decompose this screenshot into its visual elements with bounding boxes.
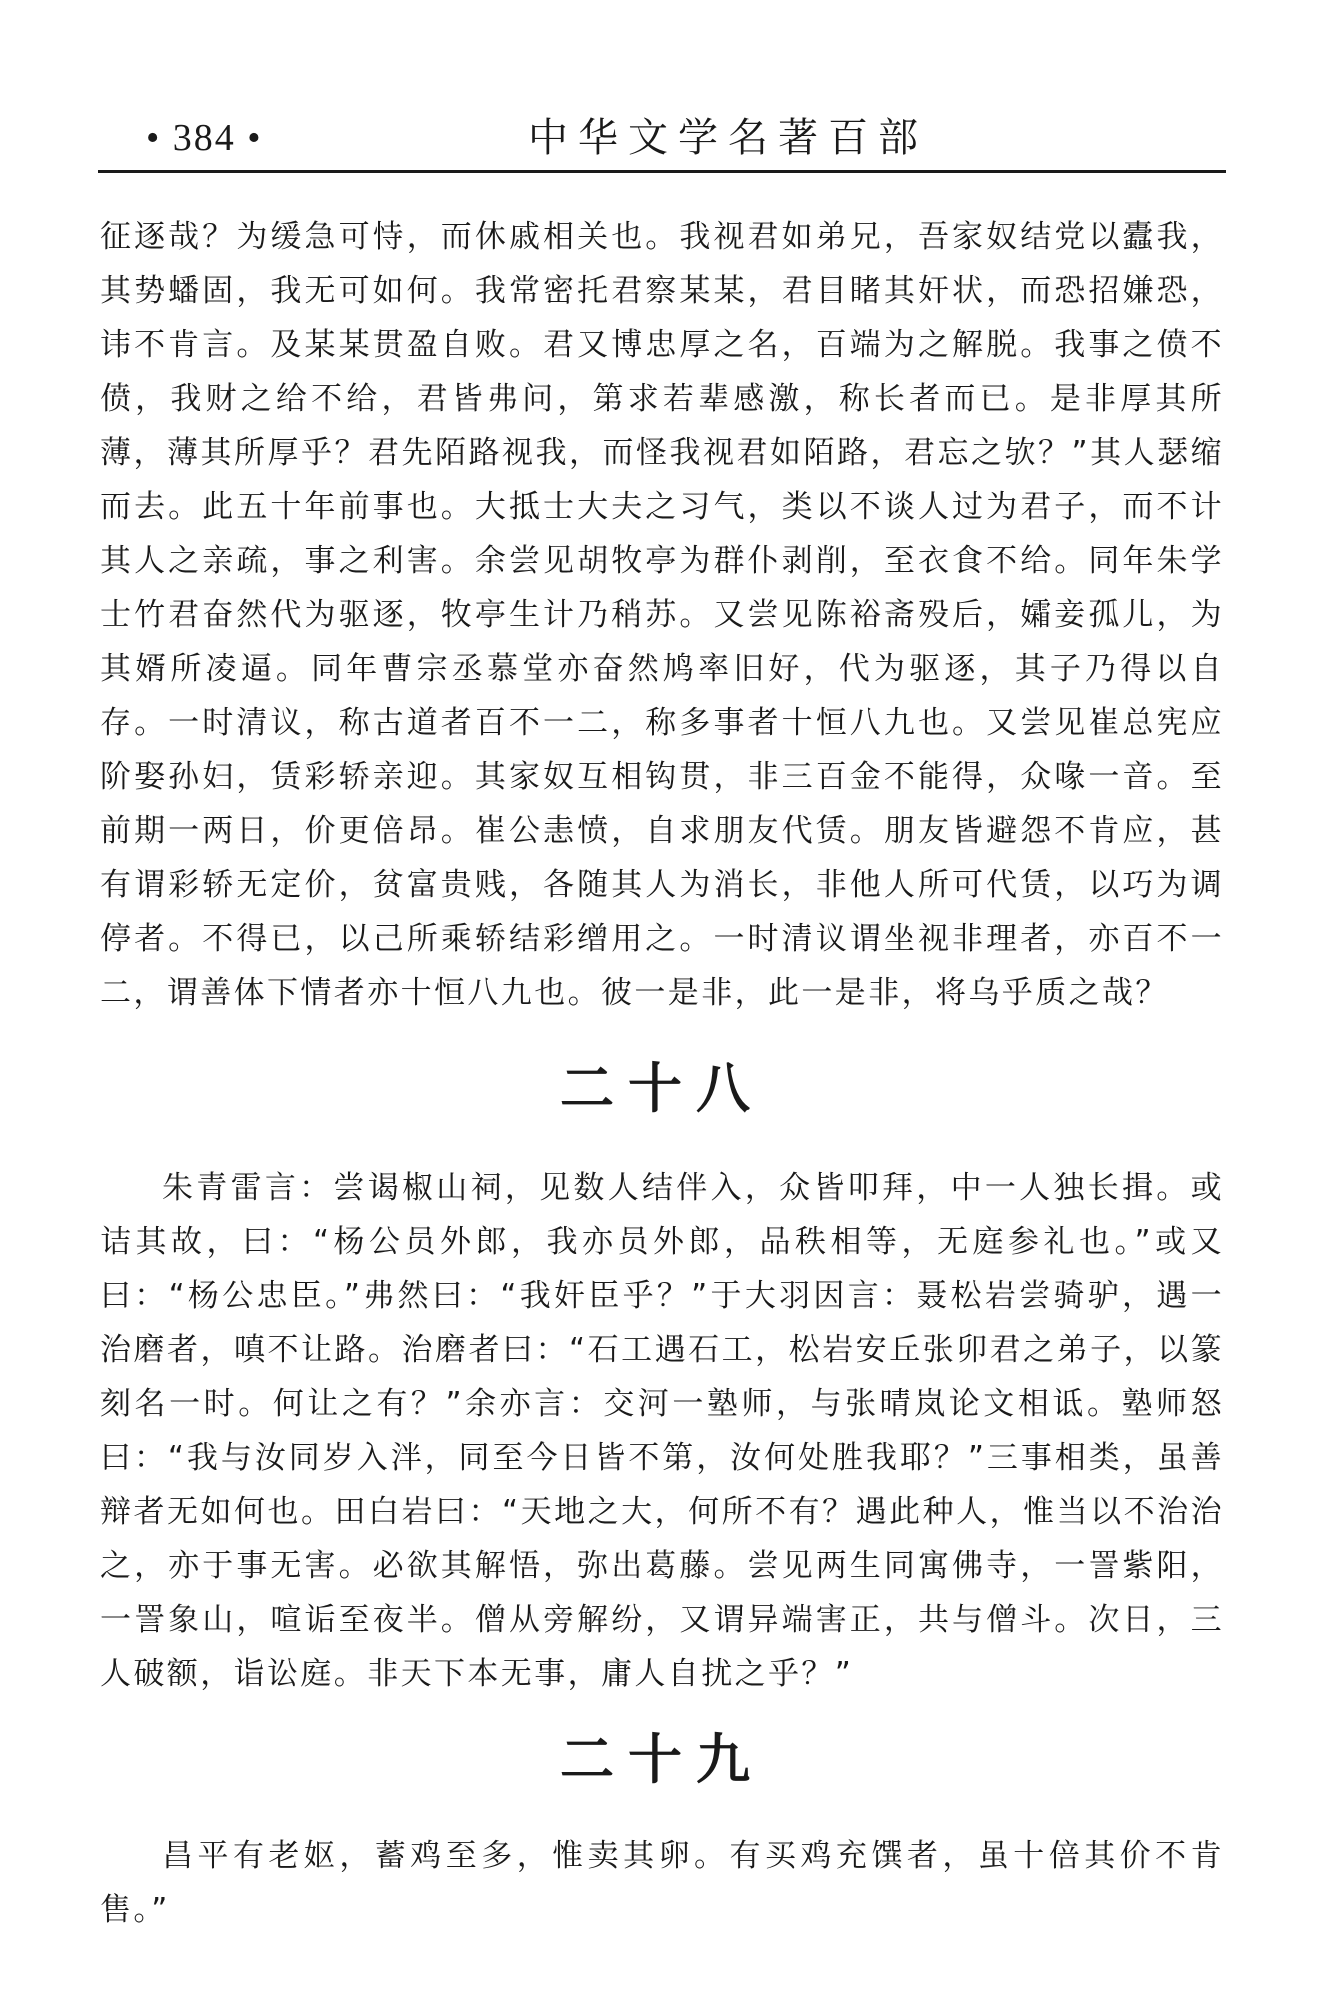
book-title: 中华文学名著百部 <box>528 115 928 161</box>
body-paragraph-section-29: 昌平有老妪，蓄鸡至多，惟卖其卵。有买鸡充馔者，虽十倍其价不肯售。” <box>100 1838 1224 1928</box>
header-rule <box>98 170 1226 173</box>
section-heading-29: 二十九 <box>560 1728 764 1791</box>
section-heading-28: 二十八 <box>560 1057 764 1120</box>
body-paragraph-section-28: 朱青雷言：尝谒椒山祠，见数人结伴入，众皆叩拜，中一人独长揖。或诘其故，曰：“杨公员外郎，我亦员外郎，品秩相等，无庭参礼也。”或又曰：“杨公忠臣。”弗然曰：“我奸臣乎？”于大羽因言：聂松岩尝骑驴，遇一治磨者，嗔不让路。治磨者曰：“石工遇石工，松岩安丘张卯君之弟子，以篆刻名一时。何让之有？”余亦言：交河一塾师，与张晴岚论文相诋。塾师怒曰：“我与汝同岁入泮，同至今日皆不第，汝何处胜我耶？”三事相类，虽善辩者无如何也。田白岩曰：“天地之大，何所不有？遇此种人，惟当以不治治之，亦于事无害。必欲其解悟，弥出葛藤。尝见两生同寓佛寺，一詈紫阳，一詈象山，喧诟至夜半。僧从旁解纷，又谓异端害正，共与僧斗。次日，三人破额，诣讼庭。非天下本无事，庸人自扰之乎？” <box>100 1170 1224 1692</box>
running-header <box>98 110 1226 170</box>
page-number: • 384 • <box>146 117 263 159</box>
body-paragraph-continued: 征逐哉？为缓急可恃，而休戚相关也。我视君如弟兄，吾家奴结党以蠹我，其势蟠固，我无可如何。我常密托君察某某，君目睹其奸状，而恐招嫌恐，讳不肯言。及某某贯盈自败。君又博忠厚之名，百端为之解脱。我事之偾不偾，我财之给不给，君皆弗问，第求若辈感激，称长者而已。是非厚其所薄，薄其所厚乎？君先陌路视我，而怪我视君如陌路，君忘之欤？”其人瑟缩而去。此五十年前事也。大抵士大夫之习气，类以不谈人过为君子，而不计其人之亲疏，事之利害。余尝见胡牧亭为群仆剥削，至衣食不给。同年朱学士竹君奋然代为驱逐，牧亭生计乃稍苏。又尝见陈裕斋殁后，孀妾孤儿，为其婿所凌逼。同年曹宗丞慕堂亦奋然鸠率旧好，代为驱逐，其子乃得以自存。一时清议，称古道者百不一二，称多事者十恒八九也。又尝见崔总宪应阶娶孙妇，赁彩轿亲迎。其家奴互相钩贯，非三百金不能得，众喙一音。至前期一两日，价更倍昂。崔公恚愤，自求朋友代赁。朋友皆避怨不肯应，甚有谓彩轿无定价，贫富贵贱，各随其人为消长，非他人所可代赁，以巧为调停者。不得已，以己所乘轿结彩缯用之。一时清议谓坐视非理者，亦百不一二，谓善体下情者亦十恒八九也。彼一是非，此一是非，将乌乎质之哉？ <box>100 219 1224 1011</box>
